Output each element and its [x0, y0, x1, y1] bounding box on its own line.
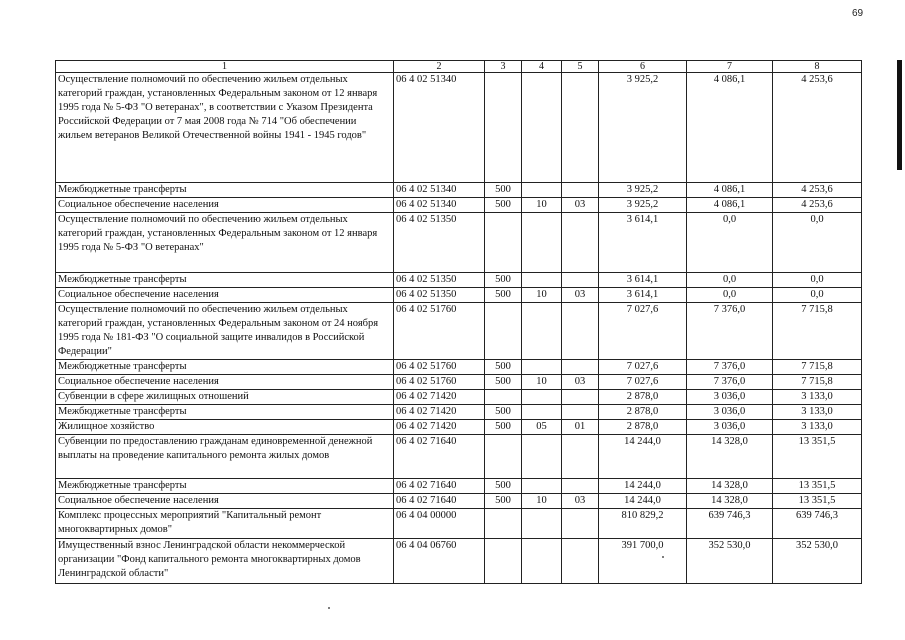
cell-section — [522, 213, 562, 273]
header-col-5: 5 — [562, 61, 599, 73]
table-row — [56, 73, 862, 183]
cell-amount-year-3: 4 253,6 — [773, 183, 862, 198]
cell-description: Субвенции по предоставлению гражданам единовременной денежной выплаты на проведение капитального ремонта жилых домов — [56, 435, 394, 479]
cell-section — [522, 405, 562, 420]
cell-amount-year-3: 0,0 — [773, 288, 862, 303]
cell-amount-year-1: 3 614,1 — [599, 288, 687, 303]
cell-budget-code: 06 4 02 51350 — [394, 288, 485, 303]
cell-section: 10 — [522, 198, 562, 213]
cell-expense-type — [485, 539, 522, 584]
cell-amount-year-3: 639 746,3 — [773, 509, 862, 539]
cell-amount-year-2: 4 086,1 — [687, 183, 773, 198]
cell-expense-type: 500 — [485, 198, 522, 213]
cell-section — [522, 360, 562, 375]
cell-description: Социальное обеспечение населения — [56, 494, 394, 509]
cell-description: Осуществление полномочий по обеспечению жильем отдельных категорий граждан, установленных Федеральным законом от 12 января 1995 года № 5-ФЗ "О ветеранах" — [56, 213, 394, 273]
cell-description: Субвенции в сфере жилищных отношений — [56, 390, 394, 405]
cell-section — [522, 273, 562, 288]
cell-expense-type — [485, 509, 522, 539]
cell-budget-code: 06 4 04 00000 — [394, 509, 485, 539]
cell-description: Межбюджетные трансферты — [56, 405, 394, 420]
cell-subsection — [562, 73, 599, 183]
cell-section — [522, 303, 562, 360]
cell-amount-year-3: 13 351,5 — [773, 435, 862, 479]
cell-amount-year-1: 2 878,0 — [599, 405, 687, 420]
cell-amount-year-3: 0,0 — [773, 273, 862, 288]
cell-amount-year-1: 7 027,6 — [599, 303, 687, 360]
cell-amount-year-2: 14 328,0 — [687, 494, 773, 509]
cell-amount-year-1: 3 925,2 — [599, 198, 687, 213]
cell-amount-year-1: 3 925,2 — [599, 183, 687, 198]
cell-amount-year-3: 352 530,0 — [773, 539, 862, 584]
cell-amount-year-2: 639 746,3 — [687, 509, 773, 539]
cell-subsection — [562, 479, 599, 494]
cell-amount-year-3: 4 253,6 — [773, 73, 862, 183]
cell-budget-code: 06 4 02 51760 — [394, 360, 485, 375]
cell-budget-code: 06 4 02 51350 — [394, 273, 485, 288]
cell-subsection — [562, 390, 599, 405]
cell-amount-year-3: 3 133,0 — [773, 390, 862, 405]
cell-expense-type — [485, 390, 522, 405]
cell-amount-year-2: 7 376,0 — [687, 360, 773, 375]
cell-subsection: 03 — [562, 198, 599, 213]
cell-expense-type: 500 — [485, 273, 522, 288]
cell-subsection — [562, 303, 599, 360]
cell-budget-code: 06 4 02 51340 — [394, 183, 485, 198]
cell-amount-year-1: 3 614,1 — [599, 213, 687, 273]
table-row — [56, 288, 862, 303]
scan-speck — [328, 607, 330, 609]
cell-amount-year-2: 7 376,0 — [687, 375, 773, 390]
cell-amount-year-2: 7 376,0 — [687, 303, 773, 360]
cell-expense-type: 500 — [485, 288, 522, 303]
cell-subsection: 03 — [562, 494, 599, 509]
cell-description: Межбюджетные трансферты — [56, 479, 394, 494]
cell-amount-year-1: 7 027,6 — [599, 360, 687, 375]
cell-section — [522, 390, 562, 405]
cell-expense-type — [485, 73, 522, 183]
cell-section: 05 — [522, 420, 562, 435]
header-col-2: 2 — [394, 61, 485, 73]
cell-expense-type: 500 — [485, 494, 522, 509]
cell-description: Имущественный взнос Ленинградской области некоммерческой организации "Фонд капитального ремонта многоквартирных домов Ленинградской области" — [56, 539, 394, 584]
table-row — [56, 405, 862, 420]
table-row — [56, 435, 862, 479]
cell-description: Межбюджетные трансферты — [56, 360, 394, 375]
table-row — [56, 303, 862, 360]
table-row — [56, 494, 862, 509]
cell-section — [522, 539, 562, 584]
cell-amount-year-1: 810 829,2 — [599, 509, 687, 539]
cell-expense-type: 500 — [485, 375, 522, 390]
cell-expense-type — [485, 303, 522, 360]
cell-amount-year-2: 3 036,0 — [687, 405, 773, 420]
cell-amount-year-2: 4 086,1 — [687, 198, 773, 213]
cell-budget-code: 06 4 02 71640 — [394, 435, 485, 479]
cell-amount-year-2: 0,0 — [687, 288, 773, 303]
budget-table — [55, 60, 862, 584]
cell-subsection — [562, 183, 599, 198]
cell-section: 10 — [522, 494, 562, 509]
table-row — [56, 198, 862, 213]
header-col-1: 1 — [56, 61, 394, 73]
cell-description: Комплекс процессных мероприятий "Капитальный ремонт многоквартирных домов" — [56, 509, 394, 539]
cell-amount-year-1: 7 027,6 — [599, 375, 687, 390]
header-col-8: 8 — [773, 61, 862, 73]
cell-section: 10 — [522, 375, 562, 390]
cell-amount-year-1: 2 878,0 — [599, 420, 687, 435]
table-row — [56, 509, 862, 539]
cell-subsection — [562, 213, 599, 273]
cell-description: Межбюджетные трансферты — [56, 183, 394, 198]
cell-expense-type: 500 — [485, 405, 522, 420]
table-row — [56, 273, 862, 288]
cell-section — [522, 183, 562, 198]
cell-subsection: 01 — [562, 420, 599, 435]
cell-description: Осуществление полномочий по обеспечению жильем отдельных категорий граждан, установленных Федеральным законом от 24 ноября 1995 года № 181-ФЗ "О социальной защите инвалидов в Российской Федерации" — [56, 303, 394, 360]
cell-amount-year-2: 3 036,0 — [687, 420, 773, 435]
cell-amount-year-2: 0,0 — [687, 273, 773, 288]
cell-amount-year-1: 14 244,0 — [599, 435, 687, 479]
cell-amount-year-1: 391 700,0 — [599, 539, 687, 584]
cell-budget-code: 06 4 02 51760 — [394, 303, 485, 360]
cell-subsection — [562, 509, 599, 539]
cell-description: Жилищное хозяйство — [56, 420, 394, 435]
cell-subsection — [562, 273, 599, 288]
header-col-3: 3 — [485, 61, 522, 73]
page-number: 69 — [852, 8, 864, 19]
cell-expense-type: 500 — [485, 479, 522, 494]
scan-edge-mark — [897, 60, 902, 170]
cell-budget-code: 06 4 02 71420 — [394, 420, 485, 435]
cell-budget-code: 06 4 02 71640 — [394, 494, 485, 509]
table-row — [56, 213, 862, 273]
cell-description: Социальное обеспечение населения — [56, 198, 394, 213]
cell-amount-year-3: 13 351,5 — [773, 494, 862, 509]
cell-expense-type: 500 — [485, 183, 522, 198]
header-col-6: 6 — [599, 61, 687, 73]
cell-amount-year-1: 3 925,2 — [599, 73, 687, 183]
cell-description: Осуществление полномочий по обеспечению жильем отдельных категорий граждан, установленных Федеральным законом от 12 января 1995 года № 5-ФЗ "О ветеранах", в соответствии с Указом Президента Российской Федерации от 7 мая 2008 года № 714 "Об обеспечении жильем ветеранов Великой Отечественной войны 1941 - 1945 годов" — [56, 73, 394, 183]
table-row — [56, 420, 862, 435]
header-col-7: 7 — [687, 61, 773, 73]
cell-expense-type — [485, 213, 522, 273]
cell-budget-code: 06 4 02 71420 — [394, 390, 485, 405]
table-row — [56, 390, 862, 405]
table-row — [56, 375, 862, 390]
cell-budget-code: 06 4 02 51340 — [394, 73, 485, 183]
cell-amount-year-2: 14 328,0 — [687, 435, 773, 479]
cell-subsection — [562, 435, 599, 479]
cell-description: Социальное обеспечение населения — [56, 288, 394, 303]
cell-amount-year-1: 2 878,0 — [599, 390, 687, 405]
cell-amount-year-1: 3 614,1 — [599, 273, 687, 288]
cell-amount-year-3: 7 715,8 — [773, 303, 862, 360]
cell-amount-year-3: 7 715,8 — [773, 360, 862, 375]
cell-amount-year-3: 3 133,0 — [773, 420, 862, 435]
cell-amount-year-2: 14 328,0 — [687, 479, 773, 494]
cell-subsection — [562, 360, 599, 375]
cell-description: Межбюджетные трансферты — [56, 273, 394, 288]
cell-amount-year-2: 352 530,0 — [687, 539, 773, 584]
cell-section — [522, 479, 562, 494]
cell-section — [522, 435, 562, 479]
cell-amount-year-3: 4 253,6 — [773, 198, 862, 213]
cell-section: 10 — [522, 288, 562, 303]
table-row — [56, 360, 862, 375]
cell-amount-year-3: 7 715,8 — [773, 375, 862, 390]
cell-budget-code: 06 4 02 51760 — [394, 375, 485, 390]
cell-amount-year-1: 14 244,0 — [599, 494, 687, 509]
cell-subsection: 03 — [562, 375, 599, 390]
cell-budget-code: 06 4 04 06760 — [394, 539, 485, 584]
cell-description: Социальное обеспечение населения — [56, 375, 394, 390]
cell-amount-year-3: 13 351,5 — [773, 479, 862, 494]
cell-amount-year-2: 4 086,1 — [687, 73, 773, 183]
cell-subsection — [562, 539, 599, 584]
cell-section — [522, 73, 562, 183]
cell-subsection — [562, 405, 599, 420]
cell-amount-year-2: 3 036,0 — [687, 390, 773, 405]
cell-budget-code: 06 4 02 71640 — [394, 479, 485, 494]
cell-amount-year-2: 0,0 — [687, 213, 773, 273]
cell-expense-type: 500 — [485, 360, 522, 375]
cell-budget-code: 06 4 02 51350 — [394, 213, 485, 273]
header-row — [56, 61, 862, 73]
cell-amount-year-1: 14 244,0 — [599, 479, 687, 494]
table-row — [56, 539, 862, 584]
cell-amount-year-3: 0,0 — [773, 213, 862, 273]
cell-expense-type: 500 — [485, 420, 522, 435]
table-row — [56, 479, 862, 494]
cell-section — [522, 509, 562, 539]
cell-expense-type — [485, 435, 522, 479]
cell-amount-year-3: 3 133,0 — [773, 405, 862, 420]
cell-budget-code: 06 4 02 71420 — [394, 405, 485, 420]
cell-subsection: 03 — [562, 288, 599, 303]
table-row — [56, 183, 862, 198]
header-col-4: 4 — [522, 61, 562, 73]
cell-budget-code: 06 4 02 51340 — [394, 198, 485, 213]
